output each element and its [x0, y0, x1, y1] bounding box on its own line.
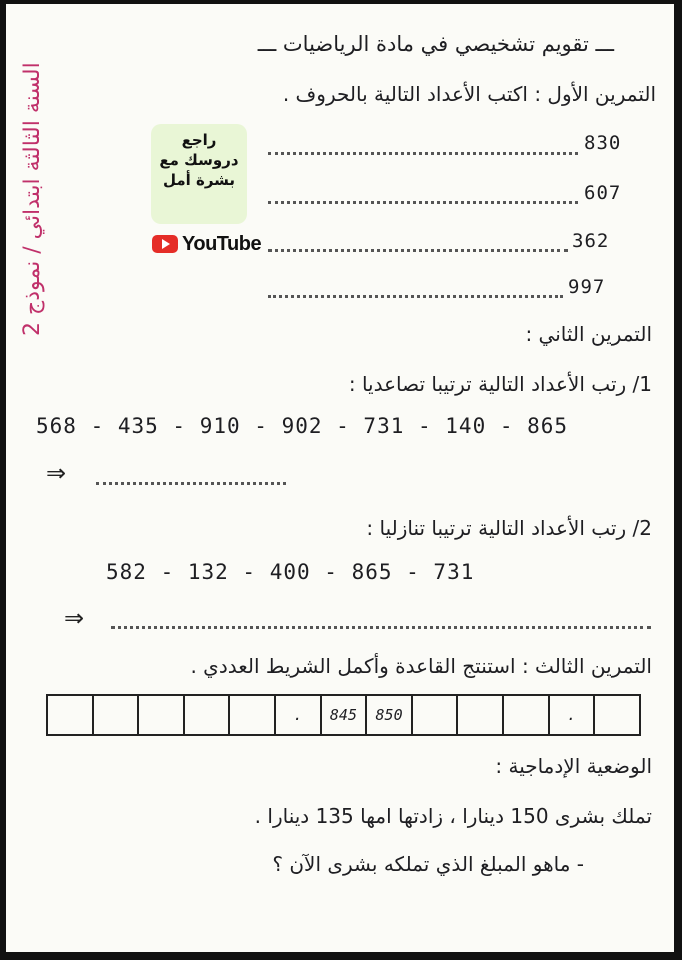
- number-line-cell: 850: [367, 696, 413, 734]
- number-line-cell: [504, 696, 550, 734]
- answer-line: [111, 626, 651, 629]
- number-line-cell: .: [550, 696, 596, 734]
- arrow-icon: ⇒: [64, 604, 85, 632]
- page-title: ـــ تقويم تشخيصي في مادة الرياضيات ـــ: [257, 32, 614, 56]
- ex3-heading: التمرين الثالث : استنتج القاعدة وأكمل الشريط العددي .: [190, 654, 652, 678]
- ex2-task2: 2/ رتب الأعداد التالية ترتيبا تنازليا :: [366, 516, 652, 540]
- ex1-number: 830: [584, 132, 622, 154]
- integration-heading: الوضعية الإدماجية :: [495, 754, 652, 778]
- number-line-cell: [185, 696, 231, 734]
- promo-line: دروسك مع: [159, 151, 239, 169]
- arrow-icon: ⇒: [46, 459, 67, 487]
- promo-badge: [151, 124, 247, 224]
- ex1-heading: التمرين الأول : اكتب الأعداد التالية بالحروف .: [282, 82, 656, 106]
- ex2-sequence1: 568 - 435 - 910 - 902 - 731 - 140 - 865: [36, 414, 569, 438]
- number-line: [46, 694, 641, 736]
- answer-line: [96, 482, 286, 485]
- promo-line: بشرة أمل: [162, 171, 236, 189]
- ex2-sequence2: 582 - 132 - 400 - 865 - 731: [106, 560, 475, 584]
- answer-line: [268, 295, 563, 298]
- worksheet-page: [6, 4, 674, 952]
- ex1-number: 997: [568, 276, 606, 298]
- number-line-cell: [139, 696, 185, 734]
- number-line-cell: [230, 696, 276, 734]
- number-line-cell: [413, 696, 459, 734]
- number-line-cell: [94, 696, 140, 734]
- number-line-cell: .: [276, 696, 322, 734]
- integration-line2: - ماهو المبلغ الذي تملكه بشرى الآن ؟: [272, 852, 584, 876]
- youtube-wordmark: YouTube: [182, 232, 262, 255]
- play-icon: [152, 235, 178, 253]
- ex2-task1: 1/ رتب الأعداد التالية ترتيبا تصاعديا :: [348, 372, 652, 396]
- ex2-heading: التمرين الثاني :: [525, 322, 652, 346]
- side-label: السنة الثالثة ابتدائي / نموذج 2: [20, 62, 45, 336]
- number-line-cell: 845: [322, 696, 368, 734]
- youtube-logo: [152, 232, 261, 256]
- promo-line: راجع: [181, 131, 217, 149]
- ex1-number: 607: [584, 182, 622, 204]
- ex1-number: 362: [572, 230, 610, 252]
- number-line-cell: [48, 696, 94, 734]
- answer-line: [268, 249, 568, 252]
- number-line-cell: [595, 696, 639, 734]
- answer-line: [268, 201, 578, 204]
- integration-line1: تملك بشرى 150 دينارا ، زادتها امها 135 دينارا .: [254, 804, 652, 828]
- number-line-cell: [458, 696, 504, 734]
- answer-line: [268, 152, 578, 155]
